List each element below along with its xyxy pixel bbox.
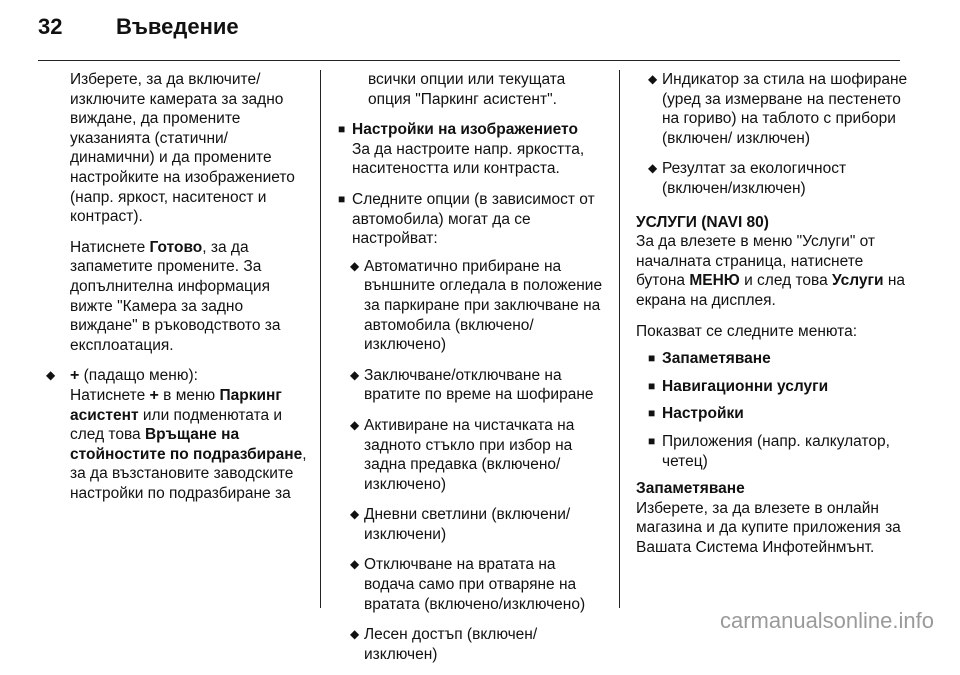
text: Натиснете xyxy=(70,238,150,256)
square-bullet-icon: ■ xyxy=(648,351,656,366)
menus-intro: Показват се следните менюта: xyxy=(636,322,858,340)
done-label: Готово xyxy=(149,238,203,256)
menu-list-item-text: Навигационни услуги xyxy=(662,377,829,395)
list-item-text: Лесен достъп (включен/ изключен) xyxy=(364,626,538,663)
plus-icon: + xyxy=(70,367,80,385)
list-item-text: Активиране на чистачката на задното стъкло при избор на задна предавка (включено/ изключено) xyxy=(364,416,575,493)
services-paragraph xyxy=(636,232,916,310)
text: или подменютата и след това xyxy=(70,406,283,444)
diamond-bullet-icon: ◆ xyxy=(46,368,56,383)
column-3 xyxy=(636,70,916,568)
parking-assist-label: Паркинг асистент xyxy=(70,386,282,424)
column-1 xyxy=(46,70,308,514)
menu-list-item-text: Настройки xyxy=(662,405,744,423)
image-settings-text: За да настроите напр. яркостта, наситеността или контраста. xyxy=(352,140,585,178)
image-settings-item xyxy=(338,120,608,179)
menu-list-item xyxy=(636,432,916,471)
menu-label: МЕНЮ xyxy=(689,272,740,290)
text: и след това xyxy=(739,272,832,290)
options-item xyxy=(338,190,608,249)
diamond-bullet-icon: ◆ xyxy=(648,161,658,176)
menu-list-item xyxy=(636,349,916,369)
list-item-text: Автоматично прибиране на външните огледала в положение за паркиране при заключване на автомобила (включено/изключено) xyxy=(364,257,603,354)
square-bullet-icon: ■ xyxy=(338,191,346,206)
menu-list-item xyxy=(636,404,916,424)
diamond-bullet-icon: ◆ xyxy=(350,417,360,432)
column-divider-2 xyxy=(619,70,620,608)
list-item xyxy=(338,505,608,544)
restore-defaults-label: Връщане на стойностите по подразбиране xyxy=(70,426,303,463)
menu-list-item xyxy=(636,377,916,397)
camera-paragraph: Изберете, за да включите/ изключите камерата за задно виждане, да промените указанията (статични/ динамични) и да промените настройките на изображението (напр. яркост, наситеност и контраст). xyxy=(70,71,295,226)
square-bullet-icon: ■ xyxy=(648,406,656,421)
text: на екрана на дисплея. xyxy=(636,272,906,309)
diamond-bullet-icon: ◆ xyxy=(350,507,360,522)
header-rule xyxy=(38,60,900,61)
list-item xyxy=(338,416,608,494)
list-item-text: Резултат за екологичност (включен/изключен) xyxy=(662,160,847,197)
section-title: Въведение xyxy=(116,14,239,39)
diamond-bullet-icon: ◆ xyxy=(350,627,360,642)
list-item xyxy=(636,70,916,148)
menu-list-item-text: Приложения (напр. калкулатор, четец) xyxy=(662,432,890,470)
diamond-bullet-icon: ◆ xyxy=(350,258,360,273)
column-2 xyxy=(338,70,608,675)
list-item-text: Дневни светлини (включени/ изключени) xyxy=(364,506,571,543)
diamond-bullet-icon: ◆ xyxy=(350,557,360,572)
options-text: Следните опции (в зависимост от автомобила) могат да се настройват: xyxy=(352,190,595,248)
save-title: Запаметяване xyxy=(636,480,745,498)
services-label: Услуги xyxy=(832,272,884,290)
list-item-text: Индикатор за стила на шофиране (уред за измерване на пестенето на гориво) на таблото с прибори (включен/ изключен) xyxy=(662,71,908,147)
image-settings-title: Настройки на изображението xyxy=(352,121,578,139)
watermark: carmanualsonline.info xyxy=(719,608,934,633)
save-paragraph: Изберете, за да влезете в онлайн магазина и да купите приложения за Вашата Система Инфотейнмънт. xyxy=(636,499,901,556)
text: Натиснете xyxy=(70,386,150,404)
plus-icon: + xyxy=(149,386,159,404)
square-bullet-icon: ■ xyxy=(338,122,346,137)
done-paragraph xyxy=(58,238,308,356)
text: (падащо меню): xyxy=(79,367,198,385)
list-item xyxy=(338,257,608,355)
list-item xyxy=(636,159,916,198)
diamond-bullet-icon: ◆ xyxy=(350,367,360,382)
list-item xyxy=(338,555,608,614)
page-number: 32 xyxy=(38,14,63,39)
continuation-text: всички опции или текущата опция "Паркинг асистент". xyxy=(368,71,566,108)
menu-list-item-text: Запаметяване xyxy=(662,350,771,368)
list-item-text: Заключване/отключване на вратите по време на шофиране xyxy=(364,366,594,404)
services-title: УСЛУГИ (NAVI 80) xyxy=(636,213,769,231)
list-item xyxy=(338,366,608,405)
text: в меню xyxy=(158,386,220,404)
dropdown-menu-item xyxy=(46,366,308,503)
column-divider-1 xyxy=(320,70,321,608)
list-item-text: Отключване на вратата на водача само при отваряне на вратата (включено/изключено) xyxy=(364,556,586,613)
square-bullet-icon: ■ xyxy=(648,378,656,393)
text: , за да възстановите заводските настройки по подразбиране за xyxy=(70,445,307,502)
list-item xyxy=(338,625,608,664)
text: За да влезете в меню "Услуги" от началната страница, натиснете бутона xyxy=(636,233,876,290)
diamond-bullet-icon: ◆ xyxy=(648,72,658,86)
text: , за да запаметите промените. За допълнителна информация вижте "Камера за задно виждане" в ръководството за експлоатация. xyxy=(70,238,281,354)
square-bullet-icon: ■ xyxy=(648,433,656,448)
